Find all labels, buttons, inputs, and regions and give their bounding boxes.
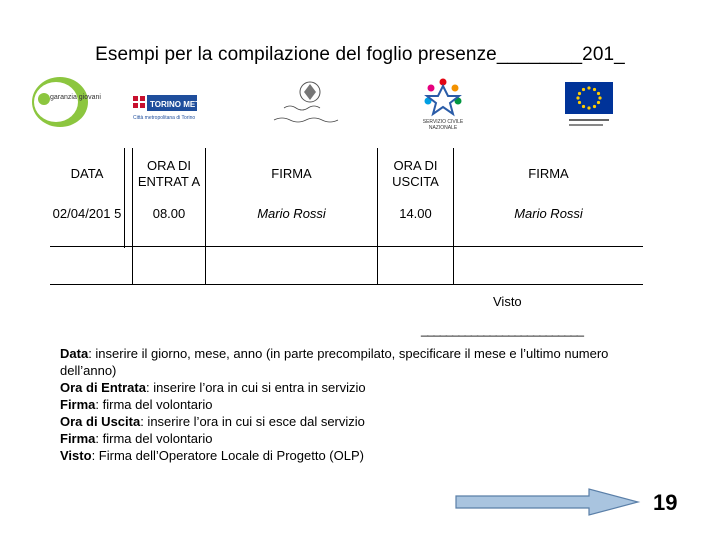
- right-arrow-icon: [455, 488, 640, 516]
- note-item: [60, 413, 660, 430]
- page-number: 19: [653, 490, 678, 515]
- garanzia-giovani-text: garanzia giovani: [50, 94, 101, 101]
- note-text: : Firma dell’Operatore Locale di Progetto (OLP): [91, 448, 364, 463]
- note-term: Firma: [60, 397, 96, 412]
- note-item: [60, 430, 660, 447]
- header-firma-uscita: FIRMA: [528, 166, 569, 181]
- note-text: : firma del volontario: [95, 397, 213, 412]
- table-bottom-border: [50, 284, 643, 285]
- column-divider: [124, 148, 125, 248]
- note-text: : inserire l’ora in cui si entra in servizio: [145, 380, 366, 395]
- instructions: [60, 345, 660, 464]
- next-slide-arrow[interactable]: [455, 488, 640, 521]
- cell-ora-entrata: 08.00: [152, 206, 186, 221]
- servizio-civile-nazionale-logo: [418, 76, 468, 132]
- note-item: [60, 447, 660, 464]
- header-data: DATA: [70, 166, 104, 181]
- scn-line1: SERVIZIO CIVILE: [422, 119, 464, 125]
- note-text: : inserire il giorno, mese, anno (in parte precompilato, specificare il mese e l’ultimo numero dell’anno): [60, 346, 609, 378]
- torino-text: TORINO METROPOLI: [150, 100, 231, 109]
- note-term: Data: [60, 346, 89, 361]
- note-term: Visto: [60, 448, 92, 463]
- note-term: Firma: [60, 431, 96, 446]
- note-item: [60, 379, 660, 396]
- cell-ora-uscita: 14.00: [399, 206, 432, 221]
- page-title: Esempi per la compilazione del foglio presenze________201_: [95, 44, 625, 65]
- scn-line2: NAZIONALE: [428, 125, 458, 131]
- note-text: : firma del volontario: [95, 431, 213, 446]
- signature-line: __________________________: [421, 322, 583, 337]
- visto-label: Visto: [493, 294, 522, 309]
- note-item: [60, 396, 660, 413]
- row-divider: [50, 246, 643, 247]
- attendance-table: [50, 148, 643, 284]
- ministry-emblem: [270, 78, 350, 130]
- cell-firma-entrata: Mario Rossi: [257, 206, 326, 221]
- torino-metropoli-logo: [133, 94, 231, 122]
- cell-firma-uscita: Mario Rossi: [514, 206, 583, 221]
- note-item: [60, 345, 660, 379]
- torino-sub-text: Città metropolitana di Torino: [133, 115, 196, 121]
- header-ora-entrata: ORA DI ENTRAT A: [137, 158, 201, 189]
- header-ora-uscita: ORA DI USCITA: [392, 158, 439, 189]
- header-firma-entrata: FIRMA: [271, 166, 312, 181]
- note-term: Ora di Uscita: [60, 414, 141, 429]
- note-term: Ora di Entrata: [60, 380, 146, 395]
- eu-flag-logo: [563, 82, 615, 130]
- note-text: : inserire l’ora in cui si esce dal servizio: [140, 414, 365, 429]
- logo-strip: [0, 72, 720, 134]
- cell-data: 02/04/201 5: [52, 206, 122, 221]
- garanzia-giovani-logo: [30, 75, 101, 129]
